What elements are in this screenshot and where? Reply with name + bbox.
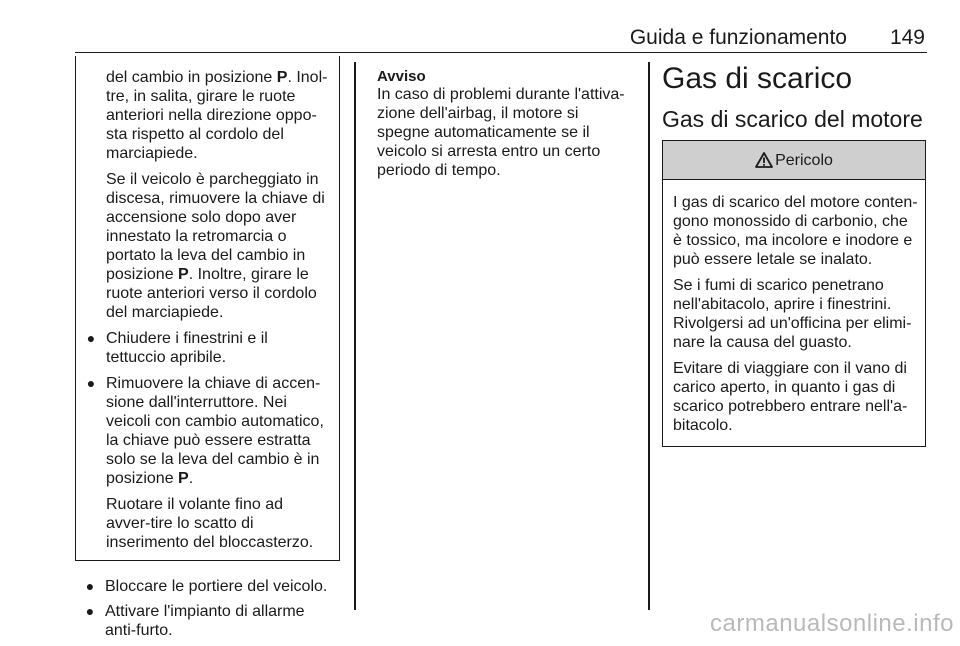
- column-right: [662, 62, 926, 447]
- section-title: Guida e funzionamento: [629, 26, 847, 49]
- page-header: [75, 26, 927, 53]
- danger-box: [662, 140, 926, 447]
- notice-body: In caso di problemi durante l'attiva-zione dell'airbag, il motore si spegne automaticamente se il veicolo si arresta entro un certo periodo di tempo.: [377, 86, 625, 179]
- section-heading: Gas di scarico del motore: [662, 106, 923, 132]
- bullet-icon: ●: [85, 578, 95, 594]
- chapter-heading: Gas di scarico: [662, 62, 853, 95]
- notice-title: Avviso: [377, 68, 426, 85]
- continued-frame: [75, 56, 340, 561]
- column-divider-2: [648, 62, 650, 610]
- frame-bullet-1: ● Chiudere i finestrini e il tettuccio apribile.: [76, 329, 331, 367]
- list-item: ● Bloccare le portiere del veicolo.: [75, 577, 340, 596]
- frame-bullet-2: ● Rimuovere la chiave di accen-sione dall'interruttore. Nei veicoli con cambio automatico, la chiave può essere estratta solo se la leva del cambio è in posizione P.: [76, 374, 331, 488]
- after-frame-list: [75, 577, 340, 640]
- frame-paragraph-1: del cambio in posizione P. Inol-tre, in salita, girare le ruote anteriori nella direzione oppo-sta rispetto al cordolo del marciapiede.: [106, 69, 328, 162]
- danger-header: [663, 141, 925, 180]
- list-item: ● Attivare l'impianto di allarme anti-furto.: [75, 602, 340, 640]
- frame-paragraph-2: Se il veicolo è parcheggiato in discesa, rimuovere la chiave di accensione solo dopo aver innestato la retromarcia o portato la leva del cambio in posizione P. Inoltre, girare le ruote anteriori verso il cordolo del marciapiede.: [106, 171, 325, 321]
- warning-triangle-icon: [755, 152, 773, 168]
- danger-paragraph: Evitare di viaggiare con il vano di carico aperto, in quanto i gas di scarico potrebbero entrare nell'a-bitacolo.: [673, 360, 908, 434]
- danger-paragraph: Se i fumi di scarico penetrano nell'abitacolo, aprire i finestrini. Rivolgersi ad un'officina per elimi-nare la causa del guasto.: [673, 277, 912, 351]
- page-number: 149: [889, 26, 925, 49]
- frame-paragraph-3: Ruotare il volante fino ad avver-tire lo scatto di inserimento del bloccasterzo.: [106, 496, 314, 551]
- danger-paragraph: I gas di scarico del motore conten-gono monossido di carbonio, che è tossico, ma incolore e inodore e può essere letale se inalato.: [673, 194, 918, 268]
- column-divider-1: [354, 62, 356, 610]
- bullet-icon: ●: [85, 603, 95, 619]
- column-middle: [377, 68, 632, 180]
- bullet-icon: ●: [86, 330, 96, 346]
- column-left: [75, 56, 340, 646]
- danger-body: [663, 180, 925, 446]
- bullet-icon: ●: [86, 375, 96, 391]
- danger-label: Pericolo: [775, 151, 833, 169]
- watermark: carmanualsonline.info: [710, 610, 954, 637]
